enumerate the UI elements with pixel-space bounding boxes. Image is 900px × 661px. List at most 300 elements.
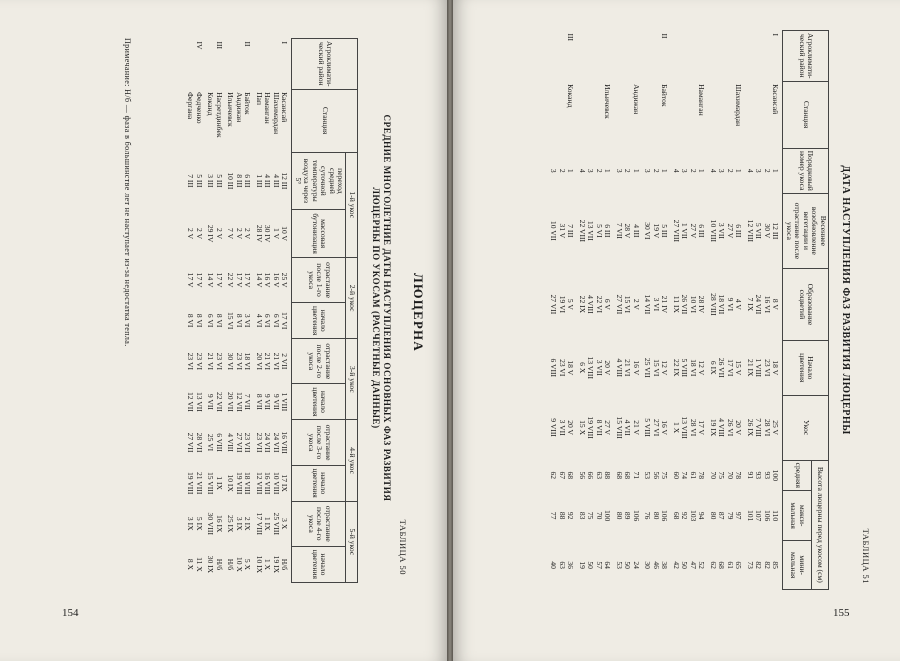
height-cell: 82 xyxy=(763,561,772,569)
date-cell: 8 VI xyxy=(215,313,224,328)
height-cell: 80 xyxy=(709,511,718,520)
height-cell: 66 xyxy=(586,471,596,480)
station-cell xyxy=(754,81,763,148)
date-cell: 5 III xyxy=(195,174,204,188)
col-regrowth5: отрастание после 4-го укоса xyxy=(292,501,346,546)
date-cell: 27 V xyxy=(603,420,613,436)
date-cell: 12 VIII xyxy=(746,219,755,243)
date-cell: 11 X xyxy=(195,557,204,572)
height-cell: 50 xyxy=(680,561,690,569)
date-cell: 6 VI xyxy=(206,313,216,328)
region-cell xyxy=(578,31,587,82)
date-cell: 18 V xyxy=(566,360,576,376)
date-cell: 21 IV xyxy=(660,295,670,314)
cut-number-cell: 4 xyxy=(672,168,681,173)
table-title: СРЕДНИЕ МНОГОЛЕТНИЕ ДАТЫ НАСТУПЛЕНИЯ ОСНОВНЫХ ФАЗ РАЗВИТИЯ ЛЮЦЕРНЫ ПО УКОСАМ (РАСЧЕТНЫЕ ДАННЫЕ) xyxy=(370,114,392,502)
date-cell: 17 V xyxy=(697,420,707,436)
region-cell xyxy=(272,39,281,90)
date-cell: 17 VIII xyxy=(255,512,264,535)
date-cell: 10 VIII xyxy=(272,471,281,495)
station-cell xyxy=(652,81,661,148)
date-cell: 26 IX xyxy=(746,418,755,437)
date-cell: 14 VII xyxy=(643,294,653,315)
col-cut: Укос xyxy=(783,395,829,460)
date-cell: 15 VIII xyxy=(615,416,624,439)
date-cell: 6 III xyxy=(697,224,707,238)
date-cell: 22 VIII xyxy=(578,219,587,243)
date-cell: 5 VIII xyxy=(643,418,653,437)
col-height-max: макси- мальная xyxy=(783,490,812,540)
height-cell: 74 xyxy=(680,471,690,480)
region-cell xyxy=(734,31,746,82)
height-cell: 46 xyxy=(652,561,661,569)
date-cell: 1 VIII xyxy=(754,358,764,378)
date-cell: 15 X xyxy=(578,420,587,436)
date-cell: 19 VIII xyxy=(186,471,196,495)
station-cell xyxy=(680,81,689,148)
phenology-table-50 xyxy=(186,38,358,583)
date-cell: 1 X xyxy=(672,422,681,434)
date-cell: 23 VI xyxy=(186,352,196,370)
date-cell: 30 VI xyxy=(226,352,236,370)
height-cell: 61 xyxy=(726,561,735,569)
date-cell: 15 VIII xyxy=(206,471,216,495)
col-cut5: 5-й укос xyxy=(346,501,358,582)
date-cell: 15 VI xyxy=(652,359,661,377)
date-cell: 20 VI xyxy=(255,352,264,370)
date-cell: 20 VII xyxy=(226,391,236,412)
station-cell: Наманган xyxy=(263,92,273,124)
date-cell: Н/б xyxy=(226,558,236,571)
region-cell: IV xyxy=(195,41,204,50)
date-cell: 9 VI xyxy=(726,297,735,312)
date-cell: 27 V xyxy=(689,223,698,239)
table-row xyxy=(255,39,264,583)
height-cell: 50 xyxy=(623,561,633,569)
region-cell: III xyxy=(215,41,224,50)
table-row xyxy=(623,31,632,590)
date-cell: 3 IX xyxy=(186,516,196,531)
right-page xyxy=(453,0,900,661)
date-cell: 7 III xyxy=(566,224,576,238)
cut-number-cell: 3 xyxy=(680,168,690,173)
region-cell xyxy=(689,31,698,82)
date-cell: 19 VIII xyxy=(235,471,244,495)
date-cell: 22 IX xyxy=(672,359,681,377)
station-cell: Ильичевск xyxy=(603,84,613,119)
date-cell: 24 VII xyxy=(272,432,281,453)
date-cell: 26 VII xyxy=(717,357,727,378)
station-cell: Фергана xyxy=(186,92,196,120)
date-cell: 18 V xyxy=(771,360,781,376)
height-cell: 68 xyxy=(672,511,681,520)
date-cell: 12 VII xyxy=(235,391,244,412)
region-cell xyxy=(672,31,681,82)
cut-number-cell: 2 xyxy=(623,168,633,173)
station-cell xyxy=(763,81,772,148)
station-cell: Шахимардан xyxy=(734,84,744,127)
date-cell: 7 VIII xyxy=(754,418,764,437)
height-cell: 100 xyxy=(771,469,781,481)
date-cell: 9 VII xyxy=(206,393,216,410)
height-cell: 30 xyxy=(643,561,653,569)
height-cell: 19 xyxy=(578,561,587,569)
region-cell xyxy=(717,31,726,82)
date-cell: 1 X xyxy=(263,558,273,571)
date-cell: 19 IX xyxy=(709,418,718,437)
table-row xyxy=(186,39,195,583)
date-cell: 15 V xyxy=(734,360,744,376)
height-cell: 36 xyxy=(566,561,576,569)
cut-number-cell: 2 xyxy=(558,168,567,173)
date-cell: 4 VII xyxy=(623,419,633,436)
date-cell: 5 III xyxy=(215,174,224,188)
region-cell xyxy=(615,31,624,82)
date-cell: 28 VIII xyxy=(709,293,718,316)
date-cell: 21 VI xyxy=(263,352,273,370)
region-cell: I xyxy=(771,33,781,37)
col-region: Агроклимати- ческий район xyxy=(292,39,358,90)
date-cell: 28 VII xyxy=(195,432,204,453)
date-cell: 1 V xyxy=(272,228,281,240)
date-cell: 23 VII xyxy=(255,432,264,453)
height-cell: 38 xyxy=(660,561,670,569)
table-row xyxy=(586,31,595,590)
date-cell: 2 V xyxy=(632,298,641,310)
height-cell: 110 xyxy=(771,510,781,522)
section-title: ЛЮЦЕРНА xyxy=(411,273,426,352)
table-row xyxy=(578,31,587,590)
date-cell: 4 VIII xyxy=(717,418,727,437)
height-cell: 83 xyxy=(578,511,587,520)
date-cell: 2 V xyxy=(195,228,204,240)
date-cell: 4 V xyxy=(734,298,744,310)
date-cell: 19 VIII xyxy=(586,416,596,439)
height-cell: 76 xyxy=(643,511,653,520)
col-spring-regrowth: Весеннее возобновление вегетации и отрастание после укоса xyxy=(783,193,829,268)
col-mass-budding: массовая бутонизация xyxy=(292,210,346,258)
col-region: Агроклимати- ческий район xyxy=(783,31,829,82)
date-cell: 31 V xyxy=(558,223,567,239)
date-cell: 27 VII xyxy=(186,432,196,453)
cut-number-cell: 2 xyxy=(595,168,604,173)
col-regrowth4: отрастание после 3-го укоса xyxy=(292,420,346,465)
date-cell: 3 VII xyxy=(558,419,567,436)
height-cell: 63 xyxy=(595,471,604,480)
table-row xyxy=(652,31,661,590)
date-cell: 17 IX xyxy=(280,474,290,492)
date-cell: 5 VII xyxy=(754,222,764,239)
station-cell: Касансай xyxy=(280,92,290,123)
station-cell xyxy=(672,81,681,148)
table-row xyxy=(771,31,783,590)
station-cell: Андижан xyxy=(632,84,641,115)
height-cell: 68 xyxy=(615,471,624,480)
cut-number-cell: 4 xyxy=(578,168,587,173)
date-cell: 25 VII xyxy=(643,357,653,378)
col-cut3: 3-й укос xyxy=(346,339,358,420)
date-cell: 15 VI xyxy=(226,312,236,330)
height-cell: 68 xyxy=(566,471,576,480)
region-cell xyxy=(206,39,215,90)
date-cell: 13 VII xyxy=(195,391,204,412)
date-cell: 28 VI xyxy=(689,418,698,437)
table-row xyxy=(632,31,644,590)
date-cell: 12 V xyxy=(697,360,707,376)
date-cell: 7 V xyxy=(226,228,236,240)
cut-number-cell: 2 xyxy=(726,168,735,173)
station-cell: Ильичевск xyxy=(226,92,236,127)
date-cell: 13 VIII xyxy=(680,416,690,439)
date-cell: 28 V xyxy=(623,223,633,239)
date-cell: 21 VI xyxy=(623,359,633,377)
date-cell: 4 III xyxy=(632,224,641,238)
date-cell: 28 IV xyxy=(697,295,707,314)
date-cell: 22 V xyxy=(226,272,236,288)
date-cell: 19 VI xyxy=(558,295,567,314)
col-cut1: 1-й укос xyxy=(346,152,358,257)
station-cell xyxy=(623,81,632,148)
table-row xyxy=(603,31,615,590)
height-cell: 64 xyxy=(603,561,613,569)
station-cell: Касансай xyxy=(771,84,781,115)
cut-number-cell: 4 xyxy=(746,168,755,173)
station-cell xyxy=(578,81,587,148)
cut-number-cell: 1 xyxy=(734,168,744,173)
date-cell: 7 III xyxy=(186,174,196,188)
rotated-table-block xyxy=(108,38,428,583)
date-cell: 21 IX xyxy=(746,359,755,377)
height-cell: 92 xyxy=(566,511,576,520)
date-cell: 10 VIII xyxy=(709,219,718,243)
date-cell: Н/б xyxy=(280,558,290,571)
date-cell: 17 V xyxy=(235,272,244,288)
table-row xyxy=(263,39,272,583)
date-cell: 10 IX xyxy=(226,474,236,492)
col-station: Станция xyxy=(292,89,358,152)
date-cell: 1 IX xyxy=(263,516,273,531)
station-cell: Насретдинбек xyxy=(215,92,224,138)
col-regrowth2: отрастание после 1-го укоса xyxy=(292,258,346,303)
date-cell: 3 VI xyxy=(652,297,661,312)
date-cell: 6 III xyxy=(734,224,744,238)
cut-number-cell: 3 xyxy=(717,168,727,173)
height-cell: 57 xyxy=(595,561,604,569)
date-cell: 18 VII xyxy=(717,294,727,315)
table-row xyxy=(235,39,244,583)
station-cell: Пап xyxy=(255,92,264,105)
date-cell: 16 V xyxy=(660,420,670,436)
height-cell: 88 xyxy=(558,511,567,520)
date-cell: 4 VI xyxy=(255,313,264,328)
date-cell: 8 III xyxy=(235,174,244,188)
region-cell xyxy=(623,31,632,82)
station-cell xyxy=(586,81,595,148)
height-cell: 40 xyxy=(549,561,559,569)
date-cell: 6 VI xyxy=(272,313,281,328)
date-cell: 4 VIII xyxy=(226,433,236,452)
height-cell: 65 xyxy=(734,561,744,569)
height-cell: 60 xyxy=(672,471,681,480)
date-cell: 18 VI xyxy=(689,359,698,377)
station-cell xyxy=(717,81,726,148)
height-cell: 97 xyxy=(734,511,744,520)
date-cell: 18 VI xyxy=(243,352,253,370)
date-cell: 6 III xyxy=(243,174,253,188)
date-cell: 9 VII xyxy=(272,393,281,410)
date-cell: 4 III xyxy=(263,174,273,188)
date-cell: 27 VII xyxy=(615,294,624,315)
date-cell: 17 V xyxy=(243,272,253,288)
table-row xyxy=(595,31,604,590)
table-row xyxy=(680,31,689,590)
height-cell: 75 xyxy=(717,471,727,480)
date-cell: 5 VIII xyxy=(680,358,690,378)
station-cell: Шахимардан xyxy=(272,92,281,135)
table-row xyxy=(697,31,709,590)
region-cell: I xyxy=(280,41,290,45)
date-cell: 21 V xyxy=(632,420,641,436)
date-cell: 27 VII xyxy=(235,432,244,453)
height-cell: 52 xyxy=(697,561,707,569)
col-bloom4: начало цветения xyxy=(292,465,346,501)
station-cell: Андижан xyxy=(235,92,244,123)
region-cell xyxy=(652,31,661,82)
date-cell: 24 VII xyxy=(263,432,273,453)
date-cell: 27 VI xyxy=(652,418,661,437)
date-cell: 21 VIII xyxy=(195,471,204,495)
col-bloom2: начало цветения xyxy=(292,303,346,339)
region-cell xyxy=(697,31,709,82)
date-cell: 16 V xyxy=(632,360,641,376)
table-row xyxy=(746,31,755,590)
table-row xyxy=(195,39,207,583)
date-cell: 30 IX xyxy=(206,555,216,574)
cut-number-cell: 3 xyxy=(586,168,596,173)
date-cell: 23 VI xyxy=(763,359,772,377)
date-cell: 6 X xyxy=(578,362,587,374)
table-row xyxy=(243,39,255,583)
col-cut-no: Порядковый номер укоса xyxy=(783,148,829,193)
date-cell: 27 V xyxy=(726,223,735,239)
cut-number-cell: 2 xyxy=(689,168,698,173)
date-cell: 3 VII xyxy=(595,359,604,376)
date-cell: 12 V xyxy=(660,360,670,376)
region-cell xyxy=(643,31,652,82)
date-cell: 9 VII xyxy=(263,393,273,410)
date-cell: 10 IX xyxy=(255,555,264,574)
cut-number-cell: 1 xyxy=(660,168,670,173)
height-cell: 92 xyxy=(680,511,690,520)
date-cell: 17 V xyxy=(186,272,196,288)
table-row xyxy=(709,31,718,590)
station-cell xyxy=(595,81,604,148)
date-cell: 16 VIII xyxy=(280,431,290,454)
height-cell: 93 xyxy=(763,471,772,480)
date-cell: 30 VI xyxy=(643,222,653,240)
table-row xyxy=(206,39,215,583)
region-cell xyxy=(595,31,604,82)
height-cell: 80 xyxy=(652,511,661,520)
date-cell: 22 IX xyxy=(578,295,587,314)
col-height-mean: средняя xyxy=(783,460,812,490)
table-row xyxy=(549,31,558,590)
height-cell: 63 xyxy=(558,561,567,569)
cut-number-cell: 3 xyxy=(615,168,624,173)
left-page xyxy=(0,0,448,661)
region-cell xyxy=(255,39,264,90)
station-cell: Федченко xyxy=(195,92,204,124)
height-cell: 50 xyxy=(586,561,596,569)
date-cell: 6 VI xyxy=(263,313,273,328)
height-cell: 68 xyxy=(623,471,633,480)
height-cell: 80 xyxy=(615,511,624,520)
date-cell: 18 VIII xyxy=(243,471,253,495)
date-cell: 6 V xyxy=(603,298,613,310)
date-cell: 25 V xyxy=(280,272,290,288)
table-row xyxy=(734,31,746,590)
table-row xyxy=(672,31,681,590)
date-cell: 27 VII xyxy=(549,294,559,315)
region-cell xyxy=(680,31,689,82)
date-cell: 20 V xyxy=(734,420,744,436)
table-row xyxy=(615,31,624,590)
date-cell: 5 IX xyxy=(195,516,204,531)
table-row xyxy=(763,31,772,590)
col-transition: переход средней суточной температуры воздуха через 5° xyxy=(292,152,346,210)
date-cell: 7 IX xyxy=(746,297,755,312)
date-cell: 26 VII xyxy=(680,294,690,315)
date-cell: 5 X xyxy=(243,558,253,571)
date-cell: 10 V xyxy=(280,226,290,241)
date-cell: 23 VI xyxy=(195,352,204,370)
height-cell: 70 xyxy=(726,471,735,480)
height-cell: 67 xyxy=(558,471,567,480)
region-cell: II xyxy=(243,41,253,47)
date-cell: 3 VII xyxy=(717,222,727,239)
height-cell: 94 xyxy=(697,511,707,520)
date-cell: 21 VI xyxy=(272,352,281,370)
date-cell: 17 V xyxy=(215,272,224,288)
date-cell: 12 VII xyxy=(186,391,196,412)
height-cell: 53 xyxy=(643,471,653,480)
station-cell xyxy=(615,81,624,148)
height-cell: 100 xyxy=(603,509,613,522)
table-row xyxy=(272,39,281,583)
height-cell: 56 xyxy=(652,471,661,480)
region-cell xyxy=(726,31,735,82)
date-cell: 10 VII xyxy=(549,220,559,241)
date-cell: 1 IX xyxy=(215,476,224,491)
height-cell: 70 xyxy=(709,471,718,480)
region-cell xyxy=(186,39,195,90)
station-cell xyxy=(709,81,718,148)
region-cell xyxy=(632,31,644,82)
height-cell: 107 xyxy=(754,509,764,522)
station-cell xyxy=(643,81,652,148)
date-cell: 1 VII xyxy=(680,222,690,239)
col-bloom3: начало цветения xyxy=(292,384,346,420)
height-cell: 68 xyxy=(717,561,727,569)
date-cell: 12 VIII xyxy=(255,471,264,495)
date-cell: 5 V xyxy=(566,298,576,310)
date-cell: 23 VI xyxy=(215,352,224,370)
date-cell: 30 VIII xyxy=(206,512,216,535)
date-cell: 8 VI xyxy=(186,313,196,328)
date-cell: 6 IX xyxy=(709,360,718,375)
date-cell: 5 III xyxy=(660,224,670,238)
region-cell xyxy=(763,31,772,82)
